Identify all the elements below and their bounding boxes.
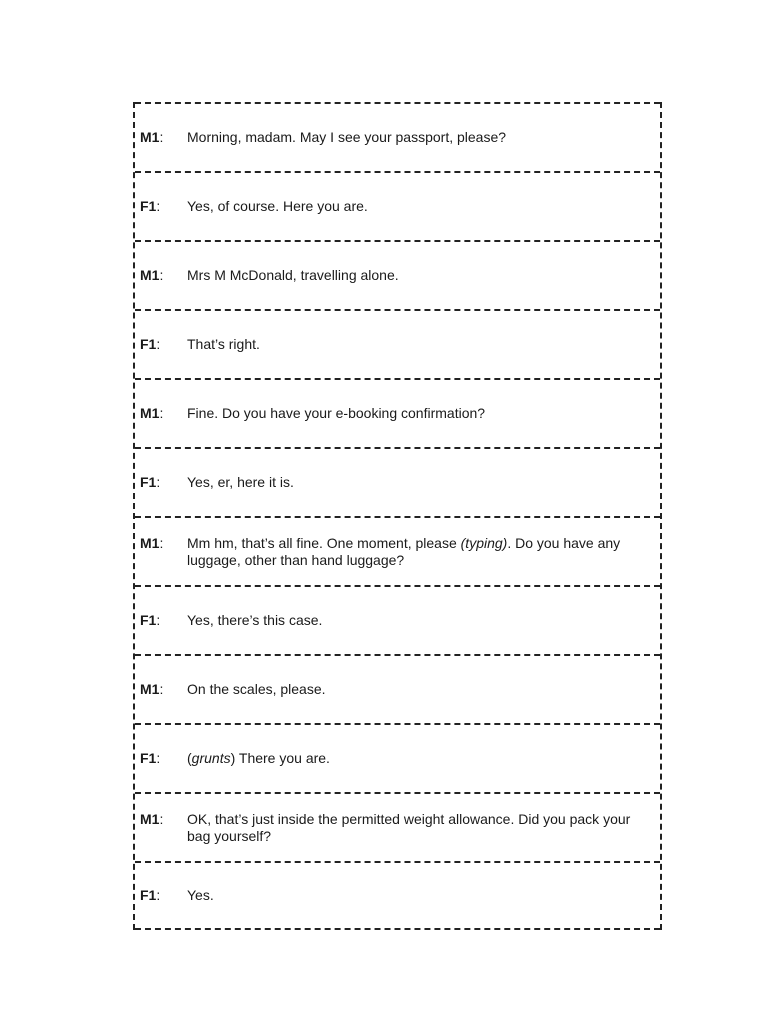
- speaker-label: M1:: [140, 811, 164, 827]
- dialogue-row: [135, 240, 660, 309]
- dialogue-cut-table: [133, 102, 662, 930]
- speaker-label: F1:: [140, 474, 161, 490]
- dialogue-row: [135, 447, 660, 516]
- dialogue-row: [135, 585, 660, 654]
- speaker-label: F1:: [140, 198, 161, 214]
- dialogue-row: [135, 378, 660, 447]
- dialogue-row: [135, 171, 660, 240]
- dialogue-row: [135, 723, 660, 792]
- dialogue-row: [135, 861, 660, 930]
- dialogue-line: OK, that’s just inside the permitted weight allowance. Did you pack your bag yourself?: [187, 811, 631, 844]
- speaker-label: F1:: [140, 612, 161, 628]
- speaker-label: F1:: [140, 887, 161, 903]
- dialogue-row: [135, 792, 660, 861]
- dialogue-line: That’s right.: [187, 336, 260, 352]
- dialogue-line: Yes, er, here it is.: [187, 474, 294, 490]
- speaker-label: M1:: [140, 405, 164, 421]
- dialogue-row: [135, 654, 660, 723]
- speaker-label: M1:: [140, 681, 164, 697]
- speaker-label: F1:: [140, 750, 161, 766]
- dialogue-line: Morning, madam. May I see your passport, please?: [187, 129, 507, 145]
- speaker-label: F1:: [140, 336, 161, 352]
- stage-direction: grunts: [191, 750, 231, 766]
- speaker-label: M1:: [140, 129, 164, 145]
- dialogue-line: Mm hm, that’s all fine. One moment, please (typing). Do you have any luggage, other than hand luggage?: [187, 535, 621, 568]
- speaker-label: M1:: [140, 267, 164, 283]
- dialogue-row: [135, 309, 660, 378]
- dialogue-line: Yes.: [187, 887, 214, 903]
- dialogue-line: Yes, there’s this case.: [187, 612, 323, 628]
- dialogue-row: [135, 102, 660, 171]
- dialogue-line: On the scales, please.: [187, 681, 326, 697]
- stage-direction: (typing): [460, 535, 508, 551]
- dialogue-line: (grunts) There you are.: [187, 750, 330, 766]
- dialogue-line: Mrs M McDonald, travelling alone.: [187, 267, 399, 283]
- speaker-label: M1:: [140, 535, 164, 551]
- dialogue-line: Yes, of course. Here you are.: [187, 198, 368, 214]
- dialogue-row: [135, 516, 660, 585]
- dialogue-line: Fine. Do you have your e-booking confirmation?: [187, 405, 486, 421]
